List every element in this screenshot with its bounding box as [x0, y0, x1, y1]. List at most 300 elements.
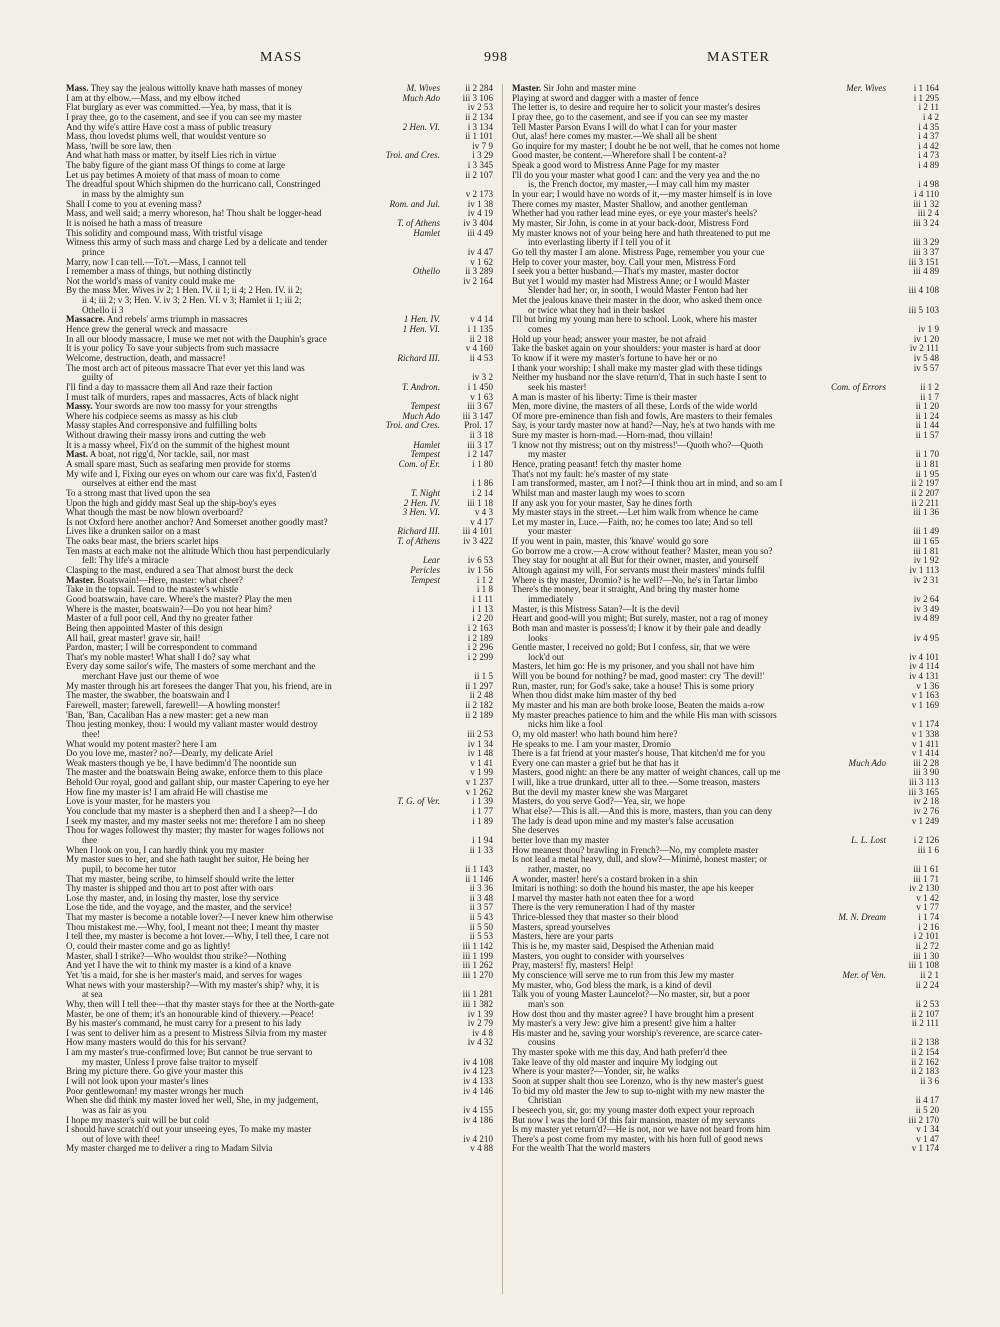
quotation: Thou for wages followest thy master; thy master for wages follows not	[66, 826, 324, 836]
quotation: Sure my master is horn-mad.—Horn-mad, thou villain!	[512, 431, 714, 441]
concordance-line	[66, 788, 493, 798]
quotation: Men, more divine, the masters of all these, Lords of the wide world	[512, 402, 758, 412]
concordance-line	[512, 846, 939, 856]
quotation: Take the basket again on your shoulders: your master is hard at door	[512, 344, 761, 354]
concordance-line	[66, 393, 493, 403]
concordance-line	[512, 537, 939, 547]
act-scene-line: i 1 2	[476, 575, 493, 585]
quotation: If you went in pain, master, this 'knave' would go sore	[512, 537, 709, 547]
concordance-line	[512, 865, 939, 875]
quotation: I thank your worship: I shall make my master glad with these tidings	[512, 363, 763, 373]
play-title: M. N. Dream	[838, 913, 886, 923]
act-scene-line: i 2 147	[467, 450, 493, 460]
concordance-line	[66, 971, 493, 981]
quotation: Of more pre-eminence than fish and fowls, Are masters to their females	[512, 411, 773, 421]
act-scene-line: ii 1 143	[465, 864, 493, 874]
concordance-line	[66, 797, 493, 807]
quotation: My master's a very Jew: give him a present! give him a halter	[512, 1019, 736, 1029]
concordance-line	[512, 576, 939, 586]
play-title: Much Ado	[402, 411, 440, 421]
quotation: What would my potent master? here I am	[66, 739, 217, 749]
concordance-line	[66, 778, 493, 788]
act-scene-line: ii 3 57	[469, 903, 493, 913]
quotation: I am my master's true-confirmed love; But cannot be true servant to	[66, 1048, 313, 1058]
quotation-text	[66, 335, 436, 345]
quotation: Pray, masters! fly, masters! Help!	[512, 961, 634, 971]
act-scene-line: i 3 134	[467, 122, 493, 132]
act-scene-line: iv 3 422	[463, 537, 493, 547]
quotation: And rebels' arms triumph in massacres	[106, 315, 248, 325]
quotation-text	[512, 209, 882, 219]
quotation-text	[512, 1067, 882, 1077]
quotation: Is not lead a metal heavy, dull, and slow?—Minimè, honest master; or	[512, 855, 767, 865]
act-scene-line: iii 2 4	[917, 209, 939, 219]
quotation: My master through his art foresees the danger That you, his friend, are in	[66, 681, 332, 691]
quotation-text	[512, 277, 882, 287]
quotation: They say the jealous wittolly knave hath masses of money	[90, 84, 303, 93]
quotation-text	[512, 460, 882, 470]
concordance-line	[66, 1048, 493, 1058]
quotation: your master	[528, 527, 572, 537]
quotation: It is a massy wheel, Fix'd on the summit of the highest mount	[66, 440, 290, 450]
act-scene-line: i 2 101	[913, 932, 939, 942]
concordance-line	[512, 518, 939, 528]
quotation-text	[512, 653, 882, 663]
concordance-line	[66, 730, 493, 740]
quotation-text	[66, 662, 436, 672]
concordance-line	[66, 1058, 493, 1068]
concordance-line	[512, 103, 939, 113]
concordance-line	[512, 942, 939, 952]
quotation-text	[66, 489, 407, 499]
quotation: There's a post come from my master, with his horn full of good news	[512, 1134, 763, 1144]
concordance-line	[512, 209, 939, 219]
quotation-text	[66, 595, 436, 605]
quotation-text	[512, 364, 882, 374]
quotation-text	[512, 605, 882, 615]
quotation: thee!	[82, 729, 101, 739]
quotation-text	[66, 952, 436, 962]
quotation-text	[66, 180, 436, 190]
quotation: I pray thee, go to the casement, and see if you can see my master	[512, 112, 748, 122]
concordance-line	[512, 547, 939, 557]
act-scene-line: i 2 11	[918, 103, 939, 113]
quotation-text	[512, 103, 882, 113]
act-scene-line: ii 2 197	[911, 479, 939, 489]
concordance-line	[512, 325, 939, 335]
concordance-line	[66, 537, 493, 547]
quotation-text	[66, 566, 406, 576]
quotation: A wonder, master! here's a costard broken in a shin	[512, 874, 698, 884]
concordance-line	[512, 768, 939, 778]
play-title: 3 Hen. VI.	[402, 508, 440, 518]
quotation: By the mass Mer. Wives iv 2; 1 Hen. IV. ii 1; ii 4; 2 Hen. IV. ii 2;	[66, 286, 303, 296]
quotation: There is the very remuneration I had of thy master	[512, 903, 696, 913]
concordance-line	[512, 132, 939, 142]
quotation-text	[512, 373, 882, 383]
quotation-text	[66, 585, 436, 595]
act-scene-line: v 4 88	[470, 1144, 493, 1154]
concordance-line	[66, 460, 493, 470]
quotation: Imitari is nothing: so doth the hound his master, the ape his keeper	[512, 884, 754, 894]
act-scene-line: v 4 14	[470, 315, 493, 325]
quotation-text	[66, 499, 400, 509]
quotation: And yet I have the wit to think my master is a kind of a knave	[66, 961, 292, 971]
quotation-text	[512, 258, 882, 268]
quotation-text	[66, 412, 399, 422]
act-scene-line: iv 3 49	[913, 604, 939, 614]
act-scene-line: i 4 89	[918, 161, 939, 171]
quotation: Where his codpiece seems as massy as his club	[66, 411, 238, 421]
quotation: Lose thy master, and, in losing thy master, lose thy service	[66, 893, 279, 903]
act-scene-line: iii 1 199	[462, 951, 493, 961]
quotation-text	[512, 624, 882, 634]
quotation: That my master, being scribe, to himself should write the letter	[66, 874, 295, 884]
quotation-text	[66, 942, 436, 952]
concordance-line	[66, 518, 493, 528]
quotation-text	[512, 749, 882, 759]
quotation-text	[66, 1019, 436, 1029]
quotation: Mass, 'twill be sore law, then	[66, 141, 172, 151]
quotation: Is not Oxford here another anchor? And Somerset another goodly mast?	[66, 517, 328, 527]
quotation-text	[512, 1116, 882, 1126]
act-scene-line: iii 1 36	[913, 508, 939, 518]
act-scene-line: iii 4 101	[462, 527, 493, 537]
quotation-text	[66, 759, 436, 769]
quotation: If any ask you for your master, Say he dines forth	[512, 498, 693, 508]
concordance-line	[66, 576, 493, 586]
quotation-text	[512, 171, 882, 181]
quotation-text	[66, 1135, 436, 1145]
concordance-line	[512, 421, 939, 431]
quotation-text	[512, 585, 882, 595]
concordance-line	[66, 238, 493, 248]
act-scene-line: i 4 73	[918, 151, 939, 161]
concordance-line	[512, 1000, 939, 1010]
act-scene-line: iv 4 114	[909, 662, 939, 672]
concordance-line	[512, 826, 939, 836]
quotation: I should have scratch'd out your unseeing eyes, To make my master	[66, 1125, 312, 1135]
concordance-line	[66, 643, 493, 653]
concordance-line	[512, 971, 939, 981]
quotation-text	[66, 364, 436, 374]
act-scene-line: iv 4 108	[463, 1057, 493, 1067]
quotation-text	[512, 836, 847, 846]
act-scene-line: v 4 17	[470, 517, 493, 527]
concordance-line	[66, 94, 493, 104]
concordance-line	[512, 315, 939, 325]
quotation-text	[66, 990, 436, 1000]
quotation: How meanest thou? brawling in French?—No, my complete master	[512, 845, 759, 855]
quotation-text	[512, 547, 882, 557]
quotation-text	[66, 470, 436, 480]
act-scene-line: v 1 36	[916, 681, 939, 691]
concordance-line	[512, 180, 939, 190]
quotation: Gentle master, I received no gold; But I confess, sir, that we were	[512, 643, 750, 653]
act-scene-line: v 1 249	[911, 816, 939, 826]
quotation-text	[512, 1038, 882, 1048]
concordance-line	[512, 527, 939, 537]
quotation-text	[66, 113, 436, 123]
quotation-text	[512, 479, 882, 489]
concordance-line	[66, 585, 493, 595]
quotation-text	[66, 94, 399, 104]
quotation: is, the French doctor, my master,—I may call him my master	[528, 180, 750, 190]
concordance-line	[66, 1116, 493, 1126]
quotation: He speaks to me. I am your master, Dromio	[512, 739, 671, 749]
quotation: I beseech you, sir, go: my young master doth expect your reproach	[512, 1105, 755, 1115]
quotation: 'I know not thy mistress; out on thy mistress!'—Quoth who?—Quoth	[512, 440, 764, 450]
act-scene-line: i 4 37	[918, 132, 939, 142]
quotation-text	[66, 190, 436, 200]
headword: Mass.	[66, 84, 89, 93]
concordance-line	[512, 1010, 939, 1020]
act-scene-line: v 1 42	[916, 893, 939, 903]
quotation-text	[66, 576, 407, 586]
quotation: Sir John and master mine	[543, 84, 636, 93]
quotation: Where is the master, boatswain?—Do you not hear him?	[66, 604, 272, 614]
concordance-line	[512, 556, 939, 566]
quotation: out of love with thee!	[82, 1134, 161, 1144]
concordance-line	[512, 624, 939, 634]
quotation-text	[66, 1144, 436, 1154]
concordance-line	[66, 431, 493, 441]
quotation-text	[512, 566, 882, 576]
concordance-line	[66, 1144, 493, 1154]
quotation: Clasping to the mast, endured a sea That almost burst the deck	[66, 566, 294, 576]
quotation-text	[66, 402, 407, 412]
act-scene-line: iii 1 49	[913, 527, 939, 537]
concordance-line	[66, 759, 493, 769]
act-scene-line: v 1 411	[912, 739, 939, 749]
quotation-text	[512, 1000, 882, 1010]
quotation-text	[512, 797, 882, 807]
quotation: This is he, my master said, Despised the Athenian maid	[512, 942, 714, 952]
quotation-text	[512, 952, 882, 962]
act-scene-line: i 1 11	[472, 594, 493, 604]
concordance-line	[512, 614, 939, 624]
quotation: How fine my master is! I am afraid He will chastise me	[66, 787, 268, 797]
concordance-line	[66, 865, 493, 875]
quotation-text	[512, 1144, 882, 1154]
act-scene-line: iv 4 186	[463, 1115, 493, 1125]
act-scene-line: v 4 3	[474, 508, 493, 518]
act-scene-line: iv 1 34	[467, 739, 493, 749]
quotation: Masters, you ought to consider with yourselves	[512, 951, 684, 961]
play-title: T. of Athens	[397, 218, 440, 228]
concordance-line	[512, 585, 939, 595]
play-title: Much Ado	[848, 758, 886, 768]
quotation: Slender had her; or, in sooth, I would Master Fenton had her	[528, 286, 748, 296]
concordance-line	[66, 1106, 493, 1116]
concordance-line	[512, 306, 939, 316]
quotation-text	[512, 354, 882, 364]
act-scene-line: iii 1 81	[913, 546, 939, 556]
quotation-text	[66, 749, 436, 759]
concordance-line	[512, 373, 939, 383]
quotation: All hail, great master! grave sir, hail!	[66, 633, 201, 643]
quotation: A boat, not rigg'd, Nor tackle, sail, nor mast	[89, 450, 249, 460]
quotation-text	[66, 373, 436, 383]
act-scene-line: v 1 62	[470, 257, 493, 267]
column-divider	[502, 84, 503, 1294]
quotation: Mass, and well said; a merry whoreson, ha! Thou shalt be logger-head	[66, 209, 322, 219]
act-scene-line: iv 5 48	[913, 353, 939, 363]
quotation: Masters, good night: an there be any matter of weight chances, call up me	[512, 768, 781, 778]
concordance-line	[512, 730, 939, 740]
quotation-text	[66, 768, 436, 778]
concordance-line	[512, 393, 939, 403]
act-scene-line: i 3 345	[467, 161, 493, 171]
act-scene-line: i 1 94	[472, 835, 493, 845]
quotation-text	[512, 470, 882, 480]
quotation: I am at thy elbow.—Mass, and my elbow itched	[66, 93, 241, 103]
concordance-line	[512, 248, 939, 258]
act-scene-line: ii 3 36	[469, 884, 493, 894]
play-title: Pericles	[410, 566, 440, 576]
quotation-text	[512, 94, 882, 104]
quotation-text	[66, 1125, 436, 1135]
act-scene-line: i 1 89	[472, 816, 493, 826]
act-scene-line: v 1 163	[911, 691, 939, 701]
quotation-text	[66, 296, 436, 306]
concordance-line	[66, 190, 493, 200]
quotation-text	[66, 1106, 436, 1116]
quotation-text	[66, 643, 436, 653]
quotation: nicks him like a fool	[528, 720, 603, 730]
concordance-line	[512, 643, 939, 653]
act-scene-line: iii 4 49	[467, 228, 493, 238]
act-scene-line: iv 1 113	[909, 566, 939, 576]
act-scene-line: iv 2 53	[467, 103, 493, 113]
quotation-text	[66, 248, 436, 258]
quotation-text	[66, 1116, 436, 1126]
quotation-text	[512, 180, 882, 190]
act-scene-line: iii 4 89	[913, 267, 939, 277]
quotation-text	[66, 441, 409, 451]
quotation: Thy master spoke with me this day, And hath preferr'd thee	[512, 1048, 727, 1058]
quotation-text	[512, 527, 882, 537]
quotation-text	[66, 865, 436, 875]
concordance-line	[512, 1019, 939, 1029]
quotation: Go inquire for my master; I doubt he be not well, that he comes not home	[512, 141, 780, 151]
act-scene-line: i 4 98	[918, 180, 939, 190]
quotation-text	[66, 711, 436, 721]
quotation: In your ear; I would have no words of it,—my master himself is in love	[512, 190, 772, 200]
quotation-text	[512, 701, 882, 711]
concordance-line	[66, 701, 493, 711]
quotation: But now I was the lord Of this fair mansion, master of my servants	[512, 1115, 755, 1125]
quotation: For the wealth That the world masters	[512, 1144, 651, 1154]
concordance-line	[512, 1135, 939, 1145]
act-scene-line: iv 1 39	[467, 1009, 493, 1019]
act-scene-line: ii 1 297	[465, 681, 493, 691]
quotation: looks	[528, 633, 548, 643]
act-scene-line: v 1 63	[470, 392, 493, 402]
quotation-text	[66, 634, 436, 644]
act-scene-line: iv 1 38	[467, 199, 493, 209]
concordance-line	[512, 788, 939, 798]
concordance-line	[512, 1144, 939, 1154]
concordance-line	[66, 634, 493, 644]
quotation-text	[512, 1058, 882, 1068]
quotation: rather, master, no	[528, 864, 591, 874]
concordance-line	[66, 884, 493, 894]
concordance-line	[66, 932, 493, 942]
quotation-text	[512, 537, 882, 547]
quotation-text	[512, 711, 882, 721]
act-scene-line: iv 2 18	[913, 797, 939, 807]
act-scene-line: i 1 39	[472, 797, 493, 807]
quotation-text	[66, 421, 382, 431]
quotation: Good master, be content.—Wherefore shall I be content-a?	[512, 151, 727, 161]
concordance-line	[512, 797, 939, 807]
quotation-text	[512, 402, 882, 412]
quotation-text	[66, 1096, 436, 1106]
quotation-text	[66, 730, 436, 740]
concordance-line	[66, 682, 493, 692]
concordance-line	[66, 720, 493, 730]
quotation: Poor gentlewoman! my master wrongs her much	[66, 1086, 244, 1096]
quotation-text	[512, 113, 882, 123]
quotation-text	[66, 84, 403, 94]
concordance-line	[66, 556, 493, 566]
quotation-text	[512, 315, 882, 325]
concordance-line	[512, 691, 939, 701]
quotation-text	[66, 556, 419, 566]
quotation: This solidity and compound mass, With tristful visage	[66, 228, 263, 238]
act-scene-line: iii 3 67	[467, 402, 493, 412]
concordance-line	[512, 402, 939, 412]
quotation: Met the jealous knave their master in the door, who asked them once	[512, 296, 762, 306]
concordance-line	[512, 277, 939, 287]
concordance-line	[66, 209, 493, 219]
quotation-text	[66, 923, 436, 933]
act-scene-line: iv 4 8	[472, 1028, 493, 1038]
concordance-line	[66, 1096, 493, 1106]
concordance-line	[66, 624, 493, 634]
act-scene-line: i 1 295	[913, 93, 939, 103]
quotation-text	[512, 691, 882, 701]
quotation: Why, then will I tell thee—that thy master stays for thee at the North-gate	[66, 999, 335, 1009]
concordance-line	[512, 894, 939, 904]
act-scene-line: i 1 80	[472, 459, 493, 469]
act-scene-line: ii 5 50	[469, 922, 493, 932]
quotation: Run, master, run; for God's sake, take a house! This is some priory	[512, 681, 755, 691]
quotation-text	[66, 547, 436, 557]
concordance-line	[512, 489, 939, 499]
quotation-text	[66, 624, 436, 634]
act-scene-line: iv 4 101	[909, 652, 939, 662]
quotation: And thy wife's attire Have cost a mass of public treasury	[66, 122, 272, 132]
quotation-text	[66, 537, 393, 547]
quotation: at sea	[82, 990, 103, 1000]
quotation-text	[512, 643, 882, 653]
concordance-line	[512, 499, 939, 509]
header-left-word: MASS	[260, 50, 303, 65]
quotation: Talk you of young Master Launcelot?—No master, sir, but a poor	[512, 990, 751, 1000]
quotation-text	[512, 595, 882, 605]
quotation: Is my master yet return'd?—He is not, nor we have not heard from him	[512, 1125, 771, 1135]
play-title: Hamlet	[413, 440, 440, 450]
concordance-line	[66, 277, 493, 287]
concordance-line	[66, 614, 493, 624]
concordance-line	[512, 817, 939, 827]
act-scene-line: i 1 8	[476, 585, 493, 595]
quotation-text	[512, 383, 827, 393]
quotation: That's not my fault: he's master of my state	[512, 469, 669, 479]
quotation-text	[512, 335, 882, 345]
